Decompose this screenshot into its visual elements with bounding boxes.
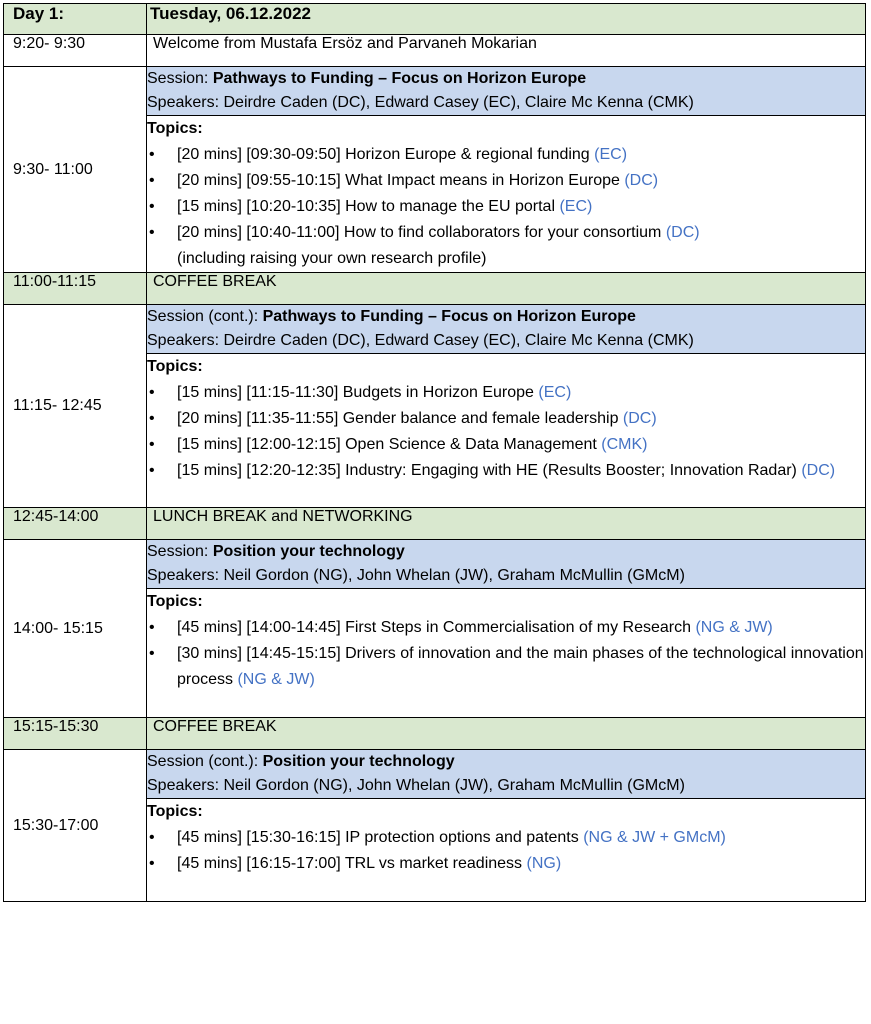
topics-list (147, 825, 865, 877)
session-speakers: Speakers: Deirdre Caden (DC), Edward Casey (EC), Claire Mc Kenna (CMK) (147, 94, 694, 111)
time-cell: 12:45-14:00 (4, 508, 147, 540)
topic-speaker: (DC) (665, 224, 700, 241)
topic-item (147, 406, 865, 432)
topics-list (147, 142, 865, 272)
lunch-break-row (4, 508, 866, 540)
session-prefix: Session: (147, 543, 213, 560)
topics-label: Topics: (147, 120, 203, 137)
session-title: Position your technology (262, 753, 455, 770)
topics-cell (147, 116, 866, 273)
session-header (147, 305, 866, 354)
topic-item (147, 432, 865, 458)
topic-speaker: (DC) (622, 410, 657, 427)
topic-speaker: (NG & JW + GMcM) (583, 829, 726, 846)
topic-speaker: (EC) (594, 146, 628, 163)
agenda-table (3, 3, 866, 902)
day-header-row (4, 4, 866, 35)
day-date: Tuesday, 06.12.2022 (147, 4, 866, 35)
time-cell: 11:00-11:15 (4, 273, 147, 305)
topic-item (147, 194, 865, 220)
topic-speaker: (CMK) (601, 436, 648, 453)
session-speakers: Speakers: Neil Gordon (NG), John Whelan (JW), Graham McMullin (GMcM) (147, 567, 685, 584)
topic-text: [15 mins] [12:20-12:35] Industry: Engaging with HE (Results Booster; Innovation Radar) (177, 462, 802, 479)
topic-speaker: (NG & JW) (695, 619, 773, 636)
session-header (147, 67, 866, 116)
topic-speaker: (DC) (801, 462, 836, 479)
time-cell: 15:15-15:30 (4, 718, 147, 750)
break-text: LUNCH BREAK and NETWORKING (147, 508, 866, 540)
session-4-header-row (4, 750, 866, 799)
welcome-text: Welcome from Mustafa Ersöz and Parvaneh Mokarian (147, 35, 866, 67)
topic-speaker: (EC) (538, 384, 572, 401)
topics-label: Topics: (147, 358, 203, 375)
topics-cell (147, 354, 866, 508)
coffee-break-row (4, 273, 866, 305)
topic-item (147, 851, 865, 877)
topic-item (147, 168, 865, 194)
topic-item (147, 142, 865, 168)
session-header (147, 750, 866, 799)
session-prefix: Session (cont.): (147, 753, 263, 770)
time-cell: 15:30-17:00 (4, 750, 147, 902)
day-label: Day 1: (4, 4, 147, 35)
time-cell: 11:15- 12:45 (4, 305, 147, 508)
topic-text: [20 mins] [09:30-09:50] Horizon Europe & regional funding (177, 146, 595, 163)
topic-text: [15 mins] [10:20-10:35] How to manage the EU portal (177, 198, 560, 215)
time-cell: 9:20- 9:30 (4, 35, 147, 67)
session-3-header-row (4, 540, 866, 589)
topics-cell (147, 589, 866, 718)
session-title: Position your technology (212, 543, 405, 560)
topic-speaker: (NG) (526, 855, 562, 872)
session-prefix: Session (cont.): (147, 308, 263, 325)
session-prefix: Session: (147, 70, 213, 87)
topic-text: [30 mins] [14:45-15:15] Drivers of innovation and the main phases of the technological innovation process (177, 645, 864, 688)
topic-text: [20 mins] [09:55-10:15] What Impact means in Horizon Europe (177, 172, 625, 189)
break-text: COFFEE BREAK (147, 273, 866, 305)
topic-text: [15 mins] [11:15-11:30] Budgets in Horizon Europe (177, 384, 539, 401)
topic-item (147, 825, 865, 851)
time-cell: 14:00- 15:15 (4, 540, 147, 718)
topic-speaker: (NG & JW) (237, 671, 315, 688)
time-cell: 9:30- 11:00 (4, 67, 147, 273)
session-2-header-row (4, 305, 866, 354)
topic-item (147, 641, 865, 693)
topic-text: [15 mins] [12:00-12:15] Open Science & Data Management (177, 436, 602, 453)
topic-text: [20 mins] [11:35-11:55] Gender balance and female leadership (177, 410, 623, 427)
topic-item (147, 380, 865, 406)
topics-label: Topics: (147, 593, 203, 610)
topic-item (147, 220, 865, 272)
session-title: Pathways to Funding – Focus on Horizon Europe (262, 308, 636, 325)
topic-item (147, 458, 865, 484)
topics-cell (147, 799, 866, 902)
topic-text: [45 mins] [14:00-14:45] First Steps in Commercialisation of my Research (177, 619, 696, 636)
topics-list (147, 380, 865, 484)
topic-text: [45 mins] [16:15-17:00] TRL vs market readiness (177, 855, 527, 872)
session-speakers: Speakers: Deirdre Caden (DC), Edward Casey (EC), Claire Mc Kenna (CMK) (147, 332, 694, 349)
topics-list (147, 615, 865, 693)
session-1-header-row (4, 67, 866, 116)
break-text: COFFEE BREAK (147, 718, 866, 750)
session-header (147, 540, 866, 589)
topic-speaker: (DC) (624, 172, 659, 189)
topic-item (147, 615, 865, 641)
coffee-break-row (4, 718, 866, 750)
topic-extra: (including raising your own research profile) (177, 250, 487, 267)
session-speakers: Speakers: Neil Gordon (NG), John Whelan (JW), Graham McMullin (GMcM) (147, 777, 685, 794)
topics-label: Topics: (147, 803, 203, 820)
session-title: Pathways to Funding – Focus on Horizon Europe (212, 70, 587, 87)
topic-text: [45 mins] [15:30-16:15] IP protection options and patents (177, 829, 584, 846)
topic-speaker: (EC) (559, 198, 593, 215)
topic-text: [20 mins] [10:40-11:00] How to find collaborators for your consortium (177, 224, 666, 241)
welcome-row (4, 35, 866, 67)
